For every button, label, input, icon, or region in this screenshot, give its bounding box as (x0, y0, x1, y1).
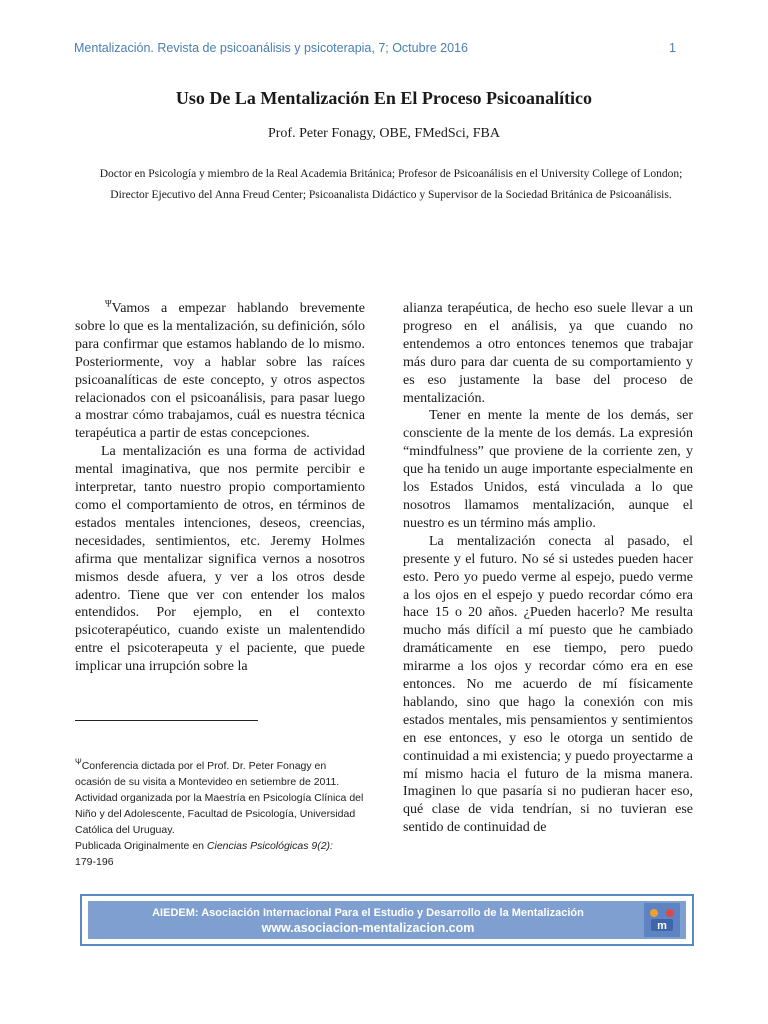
footnote-divider (75, 720, 258, 721)
footnote-marker: Ψ (105, 298, 112, 309)
association-name: AIEDEM: Asociación Internacional Para el Estudio y Desarrollo de la Mentalización (152, 907, 584, 919)
author-line: Prof. Peter Fonagy, OBE, FMedSci, FBA (267, 126, 501, 141)
footnote-pages: 179-196 (75, 856, 114, 868)
footnote (75, 758, 365, 870)
paragraph: La mentalización es una forma de actividad mental imaginativa, que nos permite percibir e interpretar, tanto nuestro propio comportamiento como el comportamiento de otros, en términos de estados mentales intenciones, deseos, creencias, necesidades, sentimientos, etc. Jeremy Holmes afirma que mentalizar significa vernos a nosotros mismos desde afuera, y ver a los otros desde adentro. Tiene que ver con entender los malos entendidos. Por ejemplo, en el contexto psicoterapéutico, cuando existe un malentendido entre el psicoterapeuta y el paciente, que puede implicar una irrupción sobre la (75, 444, 365, 675)
author-affiliation: Doctor en Psicología y miembro de la Real Academia Británica; Profesor de Psicoanálisis en el University College of London; Director Ejecutivo del Anna Freud Center; Psicoanalista Didáctico y Supervisor de la Sociedad Británica de Psicoanálisis. (99, 168, 683, 201)
banner-background (88, 901, 686, 939)
footnote-published-prefix: Publicada Originalmente en (75, 840, 207, 852)
body-column-right (403, 300, 693, 837)
footnote-source: Ciencias Psicológicas 9(2): (206, 840, 333, 852)
article-title: Uso De La Mentalización En El Proceso Psicoanalítico (175, 88, 593, 108)
page-number: 1 (669, 41, 676, 55)
body-column-left (75, 300, 365, 676)
aiedem-logo-icon (644, 903, 680, 937)
paragraph: Tener en mente la mente de los demás, ser consciente de la mente de los demás. La expresión “mindfulness” que proviene de la corriente zen, y que ha tenido un auge importante especialmente en los Estados Unidos, está vinculada a lo que nosotros llamamos mentalización, aunque el nuestro es un término más amplio. (403, 408, 693, 531)
running-header (74, 41, 676, 55)
paragraph: La mentalización conecta al pasado, el presente y el futuro. No sé si ustedes pueden hacer esto. Pero yo puedo verme al espejo, puedo verme a los ojos en el espejo y puedo recordar cómo era hace 15 o 20 años. ¿Pueden hacerlo? Me resulta mucho más difícil a mí puesto que he cambiado dramáticamente en ese tiempo, pero puedo mirarme a los ojos y recordar cómo era en ese entonces. No me acuerdo de mí físicamente hablando, sino que hago la conexión con mis estados mentales, mis pensamientos y sentimientos en ese entonces, y eso le otorga un sentido de continuidad a mi existencia; y puedo proyectarme a mí mismo hacia el futuro de la misma manera. Imaginen lo que pasaría si no pudieran hacer eso, qué clase de vida tendrían, si no tuvieran ese sentido de continuidad de (403, 533, 693, 836)
footer-banner (80, 894, 694, 946)
paragraph: alianza terapéutica, de hecho eso suele llevar a un progreso en el análisis, ya que cuando no entendemos a otro entonces tenemos que trabajar más duro para dar cuenta de su comportamiento y es eso justamente la base del proceso de mentalización. (403, 301, 693, 406)
paragraph: $^\Psi$Vamos a empezar hablando brevemente sobre lo que es la mentalización, su definición, sólo para confirmar que estamos hablando de lo mismo. Posteriormente, voy a hablar sobre las raíces psicoanalíticas de este concepto, y otros aspectos relacionados con el psicoanálisis, para pasar luego a mostrar cómo trabajamos, cuál es nuestra técnica terapéutica a partir de estas concepciones. (75, 298, 365, 442)
svg-text:m: m (657, 920, 667, 932)
journal-title: Mentalización. Revista de psicoanálisis y psicoterapia, 7; Octubre 2016 (74, 41, 468, 55)
banner-text (88, 906, 648, 936)
association-url[interactable]: www.asociacion-mentalizacion.com (261, 921, 475, 935)
footnote-symbol: Ψ (75, 757, 82, 767)
footnote-text: Conferencia dictada por el Prof. Dr. Peter Fonagy en ocasión de su visita a Montevideo en setiembre de 2011. Actividad organizada por la Maestría en Psicología Clínica del Niño y del Adolescente, Facultad de Psicología, Universidad Católica del Uruguay. (75, 760, 364, 836)
